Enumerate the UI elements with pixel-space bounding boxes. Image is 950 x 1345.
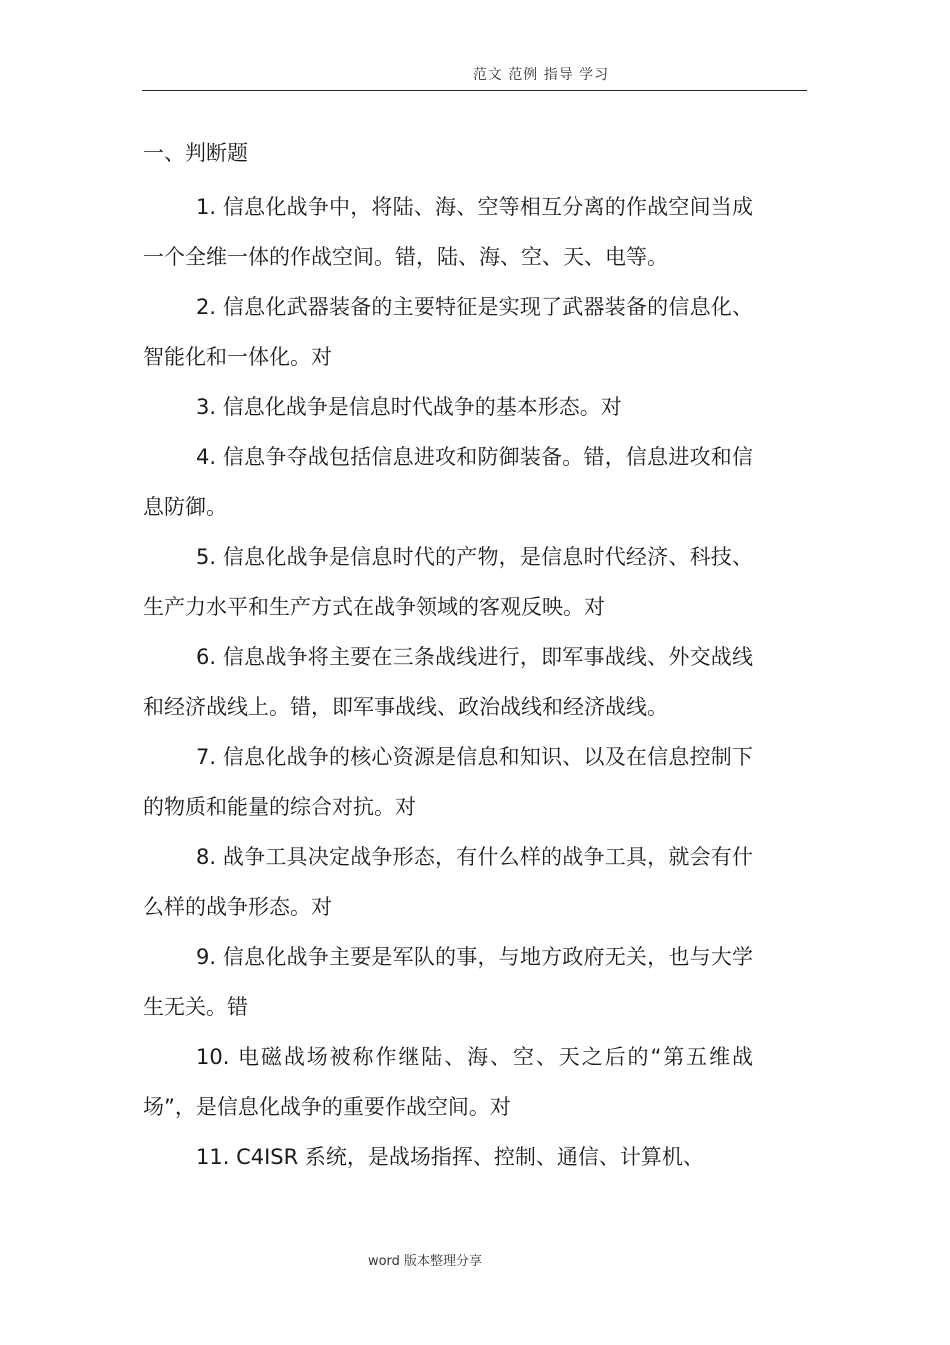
question-item: 7. 信息化战争的核心资源是信息和知识、以及在信息控制下的物质和能量的综合对抗。对 xyxy=(143,745,753,819)
question-item: 8. 战争工具决定战争形态，有什么样的战争工具，就会有什么样的战争形态。对 xyxy=(143,845,753,919)
question-item: 11. C4ISR 系统，是战场指挥、控制、通信、计算机、 xyxy=(196,1145,704,1169)
header-divider xyxy=(142,90,807,91)
document-body xyxy=(143,128,753,1182)
question-item: 2. 信息化武器装备的主要特征是实现了武器装备的信息化、智能化和一体化。对 xyxy=(143,295,753,369)
question-item: 3. 信息化战争是信息时代战争的基本形态。对 xyxy=(196,395,622,419)
question-item: 6. 信息战争将主要在三条战线进行，即军事战线、外交战线和经济战线上。错，即军事战线、政治战线和经济战线。 xyxy=(143,645,753,719)
page-footer xyxy=(0,1250,950,1269)
question-item: 10. 电磁战场被称作继陆、海、空、天之后的“第五维战场”，是信息化战争的重要作战空间。对 xyxy=(143,1045,753,1119)
header-label: 范文 范例 指导 学习 xyxy=(472,67,610,83)
question-item: 9. 信息化战争主要是军队的事，与地方政府无关，也与大学生无关。错 xyxy=(143,945,753,1019)
section-title: 一、判断题 xyxy=(143,141,248,165)
footer-label: word 版本整理分享 xyxy=(367,1254,483,1269)
question-item: 5. 信息化战争是信息时代的产物，是信息时代经济、科技、生产力水平和生产方式在战争领域的客观反映。对 xyxy=(143,545,753,619)
question-item: 4. 信息争夺战包括信息进攻和防御装备。错，信息进攻和信息防御。 xyxy=(143,445,753,519)
question-item: 1. 信息化战争中，将陆、海、空等相互分离的作战空间当成一个全维一体的作战空间。错，陆、海、空、天、电等。 xyxy=(143,195,753,269)
page-header xyxy=(0,64,950,84)
